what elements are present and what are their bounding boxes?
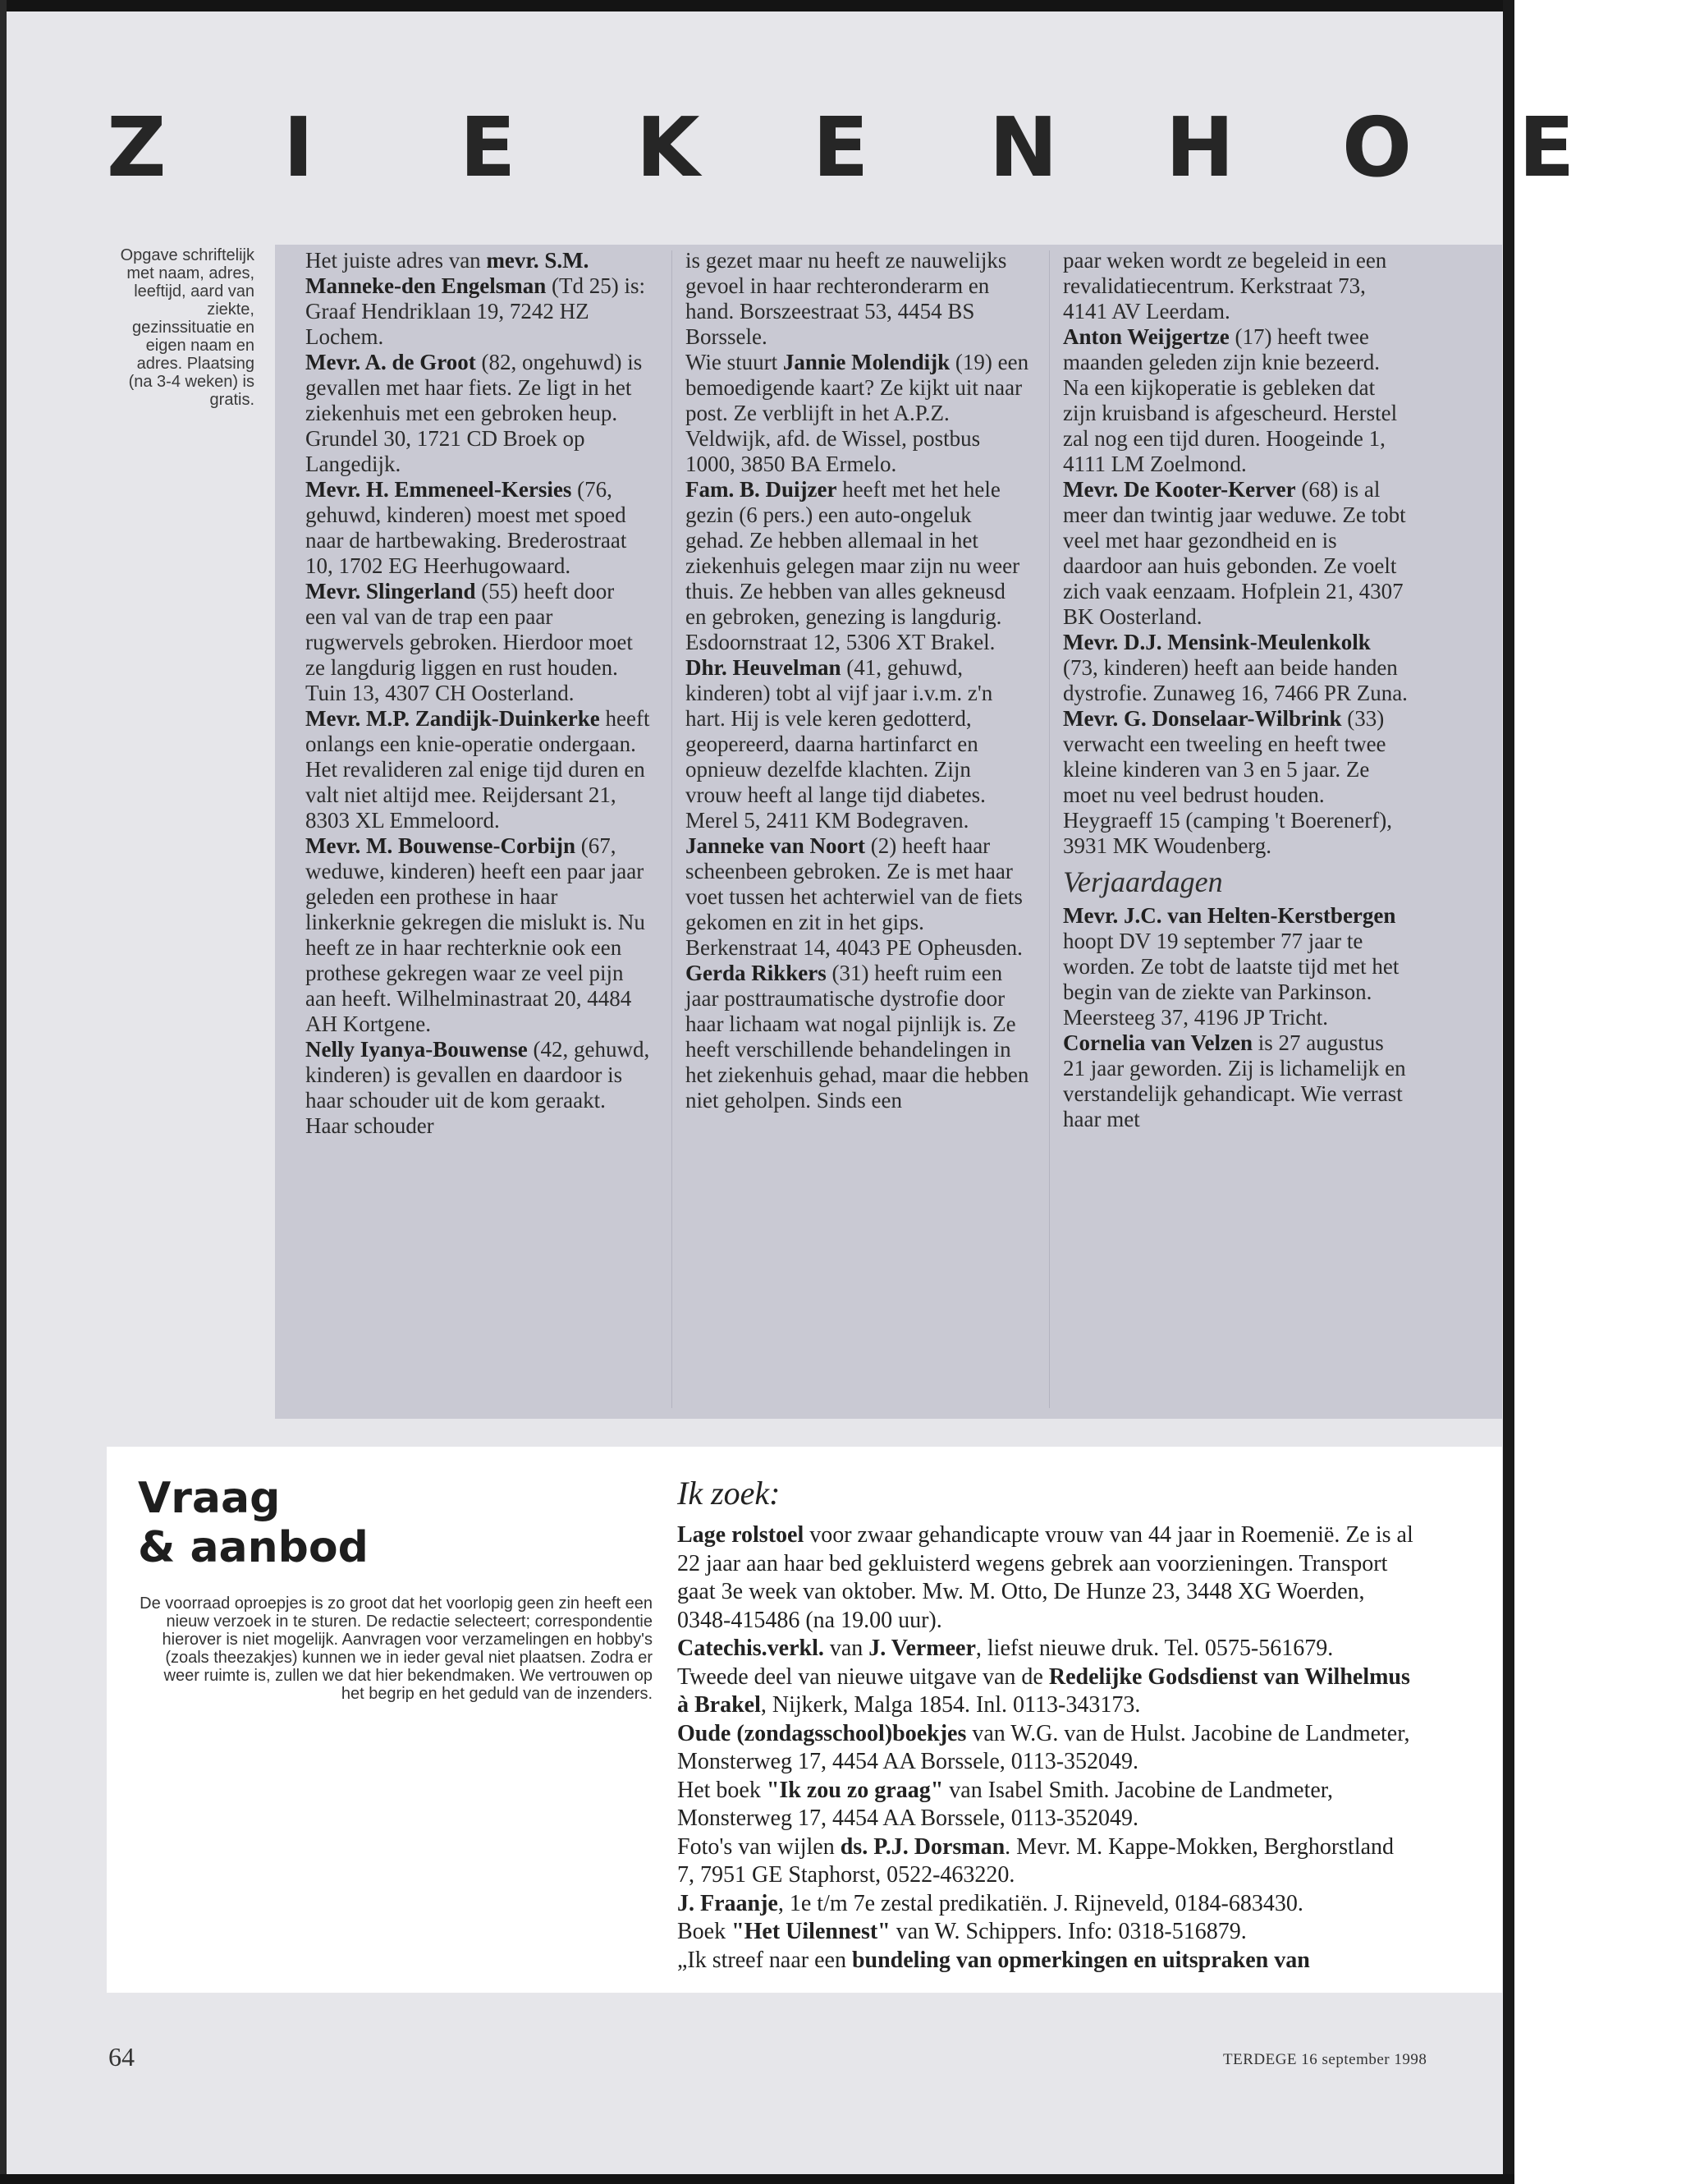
- entry-text: is gezet maar nu heeft ze nauwelijks gevoel in haar rechteronderarm en hand. Borszeestraat 53, 4454 BS Borssele.: [685, 248, 1007, 349]
- entry-text: (82, ongehuwd) is gevallen met haar fiets. Ze ligt in het ziekenhuis met een gebroken heup. Grundel 30, 1721 CD Broek op Langedijk.: [305, 350, 643, 476]
- entry-text: is 27 augustus 21 jaar geworden. Zij is lichamelijk en verstandelijk gehandicapt. Wie verrast haar met: [1063, 1030, 1406, 1131]
- notice-entry: [305, 350, 650, 477]
- notice-entry: [677, 1663, 1416, 1720]
- notice-entry: [685, 833, 1030, 961]
- birthdays-subheading: Verjaardagen: [1063, 865, 1223, 898]
- entry-name: Gerda Rikkers: [685, 961, 827, 985]
- entry-text: (41, gehuwd, kinderen) tobt al vijf jaar i.v.m. z'n hart. Hij is vele keren gedotterd, geopereerd, daarna hartinfarct en opnieuw dezelfde klachten. Zijn vrouw heeft al lange tijd diabetes. Merel 5, 2411 KM Bodegraven.: [685, 655, 993, 833]
- entry-name: Fam. B. Duijzer: [685, 477, 837, 502]
- notice-entry: [677, 1833, 1416, 1890]
- entry-text: Tweede deel van nieuwe uitgave van de: [677, 1663, 1049, 1690]
- entry-text: (76, gehuwd, kinderen) moest met spoed naar de hartbewaking. Brederostraat 10, 1702 EG Heerhugowaard.: [305, 477, 627, 578]
- entry-text: van Isabel Smith. Jacobine de Landmeter, Monsterweg 17, 4454 AA Borssele, 0113-352049.: [677, 1777, 1334, 1831]
- notice-entry: [305, 706, 650, 833]
- entry-name: ds. P.J. Dorsman: [840, 1833, 1006, 1860]
- headline-letter: Z: [107, 99, 167, 195]
- notice-entry: [1063, 324, 1408, 477]
- entry-name: Nelly Iyanya-Bouwense: [305, 1037, 528, 1062]
- headline-letter: H: [1166, 99, 1235, 195]
- entry-name: Catechis.verkl.: [677, 1636, 824, 1661]
- notice-entry: [1063, 477, 1408, 630]
- entry-text: van W. Schippers. Info: 0318-516879.: [890, 1919, 1247, 1944]
- publication-date: TERDEGE 16 september 1998: [1223, 2051, 1427, 2068]
- entry-text: voor zwaar gehandicapte vrouw van 44 jaar in Roemenië. Ze is al 22 jaar aan haar bed gekluisterd wegens gebrek aan voorzieningen. Transport gaat 3e week van oktober. Mw. M. Otto, De Hunze 23, 3448 XG Woerden, 0348-415486 (na 19.00 uur).: [677, 1522, 1413, 1633]
- entry-name: J. Vermeer: [868, 1636, 976, 1661]
- notice-entry: [1063, 248, 1408, 324]
- entry-text: . Mevr. M. Kappe-Mokken, Berghorstland 7, 7951 GE Staphorst, 0522-463220.: [677, 1833, 1395, 1888]
- notice-entry: [305, 579, 650, 706]
- vraag-aanbod-title: [138, 1474, 369, 1572]
- notice-entry: [1063, 706, 1408, 859]
- entry-name: J. Fraanje: [677, 1890, 778, 1916]
- entry-text: (19) een bemoedigende kaart? Ze kijkt uit naar post. Ze verblijft in het A.P.Z. Veldwijk, afd. de Wissel, postbus 1000, 3850 BA Ermelo.: [685, 350, 1029, 476]
- entry-text: Boek: [677, 1919, 732, 1944]
- entry-name: Mevr. D.J. Mensink-Meulenkolk: [1063, 630, 1371, 654]
- headline-letter: O: [1342, 99, 1413, 195]
- listings-column-2: [685, 248, 1030, 1113]
- notice-entry: [305, 1037, 650, 1139]
- column-divider: [671, 250, 672, 1408]
- entry-text: (2) heeft haar scheenbeen gebroken. Ze is met haar voet tussen het achterwiel van de fiets gekomen en zit in het gips. Berkenstraat 14, 4043 PE Opheusden.: [685, 833, 1023, 960]
- entry-text: (55) heeft door een val van de trap een paar rugwervels gebroken. Hierdoor moet ze langdurig liggen en rust houden. Tuin 13, 4307 CH Oosterland.: [305, 579, 633, 705]
- notice-entry: [677, 1635, 1416, 1663]
- entry-name: Mevr. A. de Groot: [305, 350, 476, 374]
- notice-entry: [677, 1521, 1416, 1635]
- notice-entry: [1063, 630, 1408, 706]
- notice-entry: [685, 350, 1030, 477]
- entry-text: , liefst nieuwe druk. Tel. 0575-561679.: [975, 1636, 1334, 1661]
- headline-letter: E: [1519, 99, 1575, 195]
- entry-name: Oude (zondagsschool)boekjes: [677, 1720, 967, 1746]
- vraag-aanbod-description: De voorraad oproepjes is zo groot dat het voorlopig geen zin heeft een nieuw verzoek in te sturen. De redactie selecteert; correspondentie hierover is niet mogelijk. Aanvragen voor verzamelingen en hobby's (zoals theezakjes) kunnen we in ieder geval niet plaatsen. Zodra er weer ruimte is, zullen we dat hier bekendmaken. We vertrouwen op het begrip en het geduld van de inzenders.: [140, 1594, 653, 1703]
- notice-entry: [1063, 1030, 1408, 1132]
- entry-text: (68) is al meer dan twintig jaar weduwe. Ze tobt veel met haar gezondheid en is daardoor aan huis gebonden. Ze voelt zich vaak eenzaam. Hofplein 21, 4307 BK Oosterland.: [1063, 477, 1406, 629]
- scan-right-border: [1503, 0, 1514, 2184]
- entry-text: (Td 25) is: Graaf Hendriklaan 19, 7242 HZ Lochem.: [305, 273, 646, 349]
- vraag-aanbod-title-line: & aanbod: [138, 1523, 369, 1572]
- entry-text: , Nijkerk, Malga 1854. Inl. 0113-343173.: [760, 1692, 1141, 1718]
- entry-name: Mevr. G. Donselaar-Wilbrink: [1063, 706, 1342, 731]
- notice-entry: [1063, 903, 1408, 1030]
- entry-text: , 1e t/m 7e zestal predikatiën. J. Rijneveld, 0184-683430.: [777, 1890, 1303, 1916]
- notice-entry: [685, 477, 1030, 655]
- entry-text: Foto's van wijlen: [677, 1833, 841, 1860]
- entry-name: Mevr. J.C. van Helten-Kerstbergen: [1063, 903, 1396, 928]
- entry-name: Dhr. Heuvelman: [685, 655, 841, 680]
- entry-name: Redelijke Godsdienst van Wilhelmus à Brakel: [677, 1663, 1410, 1718]
- notice-entry: [677, 1918, 1416, 1947]
- submission-note: Opgave schriftelijk met naam, adres, leeftijd, aard van ziekte, gezinssituatie en eigen naam en adres. Plaatsing (na 3-4 weken) is gratis.: [120, 246, 254, 409]
- entry-text: van W.G. van de Hulst. Jacobine de Landmeter, Monsterweg 17, 4454 AA Borssele, 0113-352049.: [677, 1720, 1410, 1774]
- headline-letter: I: [283, 99, 314, 195]
- listings-column-3-bottom: [1063, 903, 1408, 1132]
- section-headline: [107, 99, 1575, 197]
- entry-text: heeft met het hele gezin (6 pers.) een auto-ongeluk gehad. Ze hebben allemaal in het ziekenhuis gelegen maar zijn nu weer thuis. Ze hebben van alles gekneusd en gebroken, genezing is langdurig. Esdoornstraat 12, 5306 XT Brakel.: [685, 477, 1020, 654]
- entry-text: heeft onlangs een knie-operatie ondergaan. Het revalideren zal enige tijd duren en valt niet altijd mee. Reijdersant 21, 8303 XL Emmeloord.: [305, 706, 650, 833]
- ik-zoek-heading: Ik zoek:: [677, 1475, 781, 1512]
- entry-text: (67, weduwe, kinderen) heeft een paar jaar geleden een prothese in haar linkerknie gekregen die mislukt is. Nu heeft ze in haar rechterknie ook een prothese gekregen waar ze veel pijn aan heeft. Wilhelminastraat 20, 4484 AH Kortgene.: [305, 833, 645, 1036]
- headline-letter: E: [813, 99, 869, 195]
- notice-entry: [305, 248, 650, 350]
- notice-entry: [685, 655, 1030, 833]
- entry-text: (73, kinderen) heeft aan beide handen dystrofie. Zunaweg 16, 7466 PR Zuna.: [1063, 655, 1408, 705]
- entry-text: (31) heeft ruim een jaar posttraumatische dystrofie door haar lichaam wat nogal pijnlijk is. Ze heeft verschillende behandelingen in het ziekenhuis gehad, maar die hebben niet geholpen. Sinds een: [685, 961, 1029, 1113]
- scan-bottom-border: [0, 2174, 1514, 2184]
- headline-letter: K: [636, 99, 700, 195]
- notice-entry: [685, 961, 1030, 1113]
- entry-text: Het boek: [677, 1777, 767, 1803]
- entry-text: „Ik streef naar een: [677, 1947, 852, 1973]
- entry-name: Mevr. De Kooter-Kerver: [1063, 477, 1296, 502]
- entry-text: hoopt DV 19 september 77 jaar te worden. Ze tobt de laatste tijd met het begin van de ziekte van Parkinson. Meersteeg 37, 4196 JP Tricht.: [1063, 929, 1400, 1030]
- notice-entry: [677, 1777, 1416, 1833]
- notice-entry: [685, 248, 1030, 350]
- entry-name: Janneke van Noort: [685, 833, 866, 858]
- listings-column-3: [1063, 248, 1408, 1132]
- entry-name: Lage rolstoel: [677, 1522, 804, 1548]
- entry-text: (42, gehuwd, kinderen) is gevallen en daardoor is haar schouder uit de kom geraakt. Haar schouder: [305, 1037, 650, 1138]
- entry-text: (33) verwacht een tweeling en heeft twee kleine kinderen van 3 en 5 jaar. Ze moet nu veel bedrust houden. Heygraeff 15 (camping 't Boerenerf), 3931 MK Woudenberg.: [1063, 706, 1392, 858]
- entry-name: "Het Uilennest": [731, 1919, 891, 1944]
- entry-name: Mevr. H. Emmeneel-Kersies: [305, 477, 572, 502]
- notice-entry: [305, 833, 650, 1037]
- listings-column-3-top: [1063, 248, 1408, 859]
- entry-name: "Ik zou zo graag": [766, 1777, 944, 1803]
- listings-column-1: [305, 248, 650, 1139]
- entry-name: mevr. S.M. Manneke-den Engelsman: [305, 248, 589, 298]
- notice-entry: [677, 1890, 1416, 1919]
- entry-name: Jannie Molendijk: [782, 350, 951, 374]
- entry-name: Anton Weijgertze: [1063, 324, 1230, 349]
- scan-left-border: [0, 0, 7, 2184]
- headline-letter: N: [989, 99, 1058, 195]
- notice-entry: [677, 1720, 1416, 1777]
- page-number: 64: [108, 2042, 135, 2072]
- column-divider: [1049, 250, 1050, 1408]
- entry-text: Wie stuurt: [685, 350, 783, 374]
- entry-text: Het juiste adres van: [305, 248, 487, 273]
- entry-name: Mevr. Slingerland: [305, 579, 476, 603]
- entry-name: Mevr. M.P. Zandijk-Duinkerke: [305, 706, 600, 731]
- notice-entry: [305, 477, 650, 579]
- ik-zoek-list: [677, 1521, 1416, 1975]
- entry-name: Cornelia van Velzen: [1063, 1030, 1253, 1055]
- entry-text: van: [823, 1636, 869, 1661]
- entry-name: Mevr. M. Bouwense-Corbijn: [305, 833, 575, 858]
- entry-text: (17) heeft twee maanden geleden zijn knie bezeerd. Na een kijkoperatie is gebleken dat zijn kruisband is afgescheurd. Herstel zal nog een tijd duren. Hoogeinde 1, 4111 LM Zoelmond.: [1063, 324, 1398, 476]
- vraag-aanbod-title-line: Vraag: [138, 1474, 281, 1523]
- entry-name: bundeling van opmerkingen en uitspraken van: [851, 1947, 1310, 1973]
- headline-letter: E: [460, 99, 516, 195]
- scan-top-border: [0, 0, 1514, 11]
- entry-text: paar weken wordt ze begeleid in een revalidatiecentrum. Kerkstraat 73, 4141 AV Leerdam.: [1063, 248, 1387, 323]
- notice-entry: [677, 1947, 1416, 1975]
